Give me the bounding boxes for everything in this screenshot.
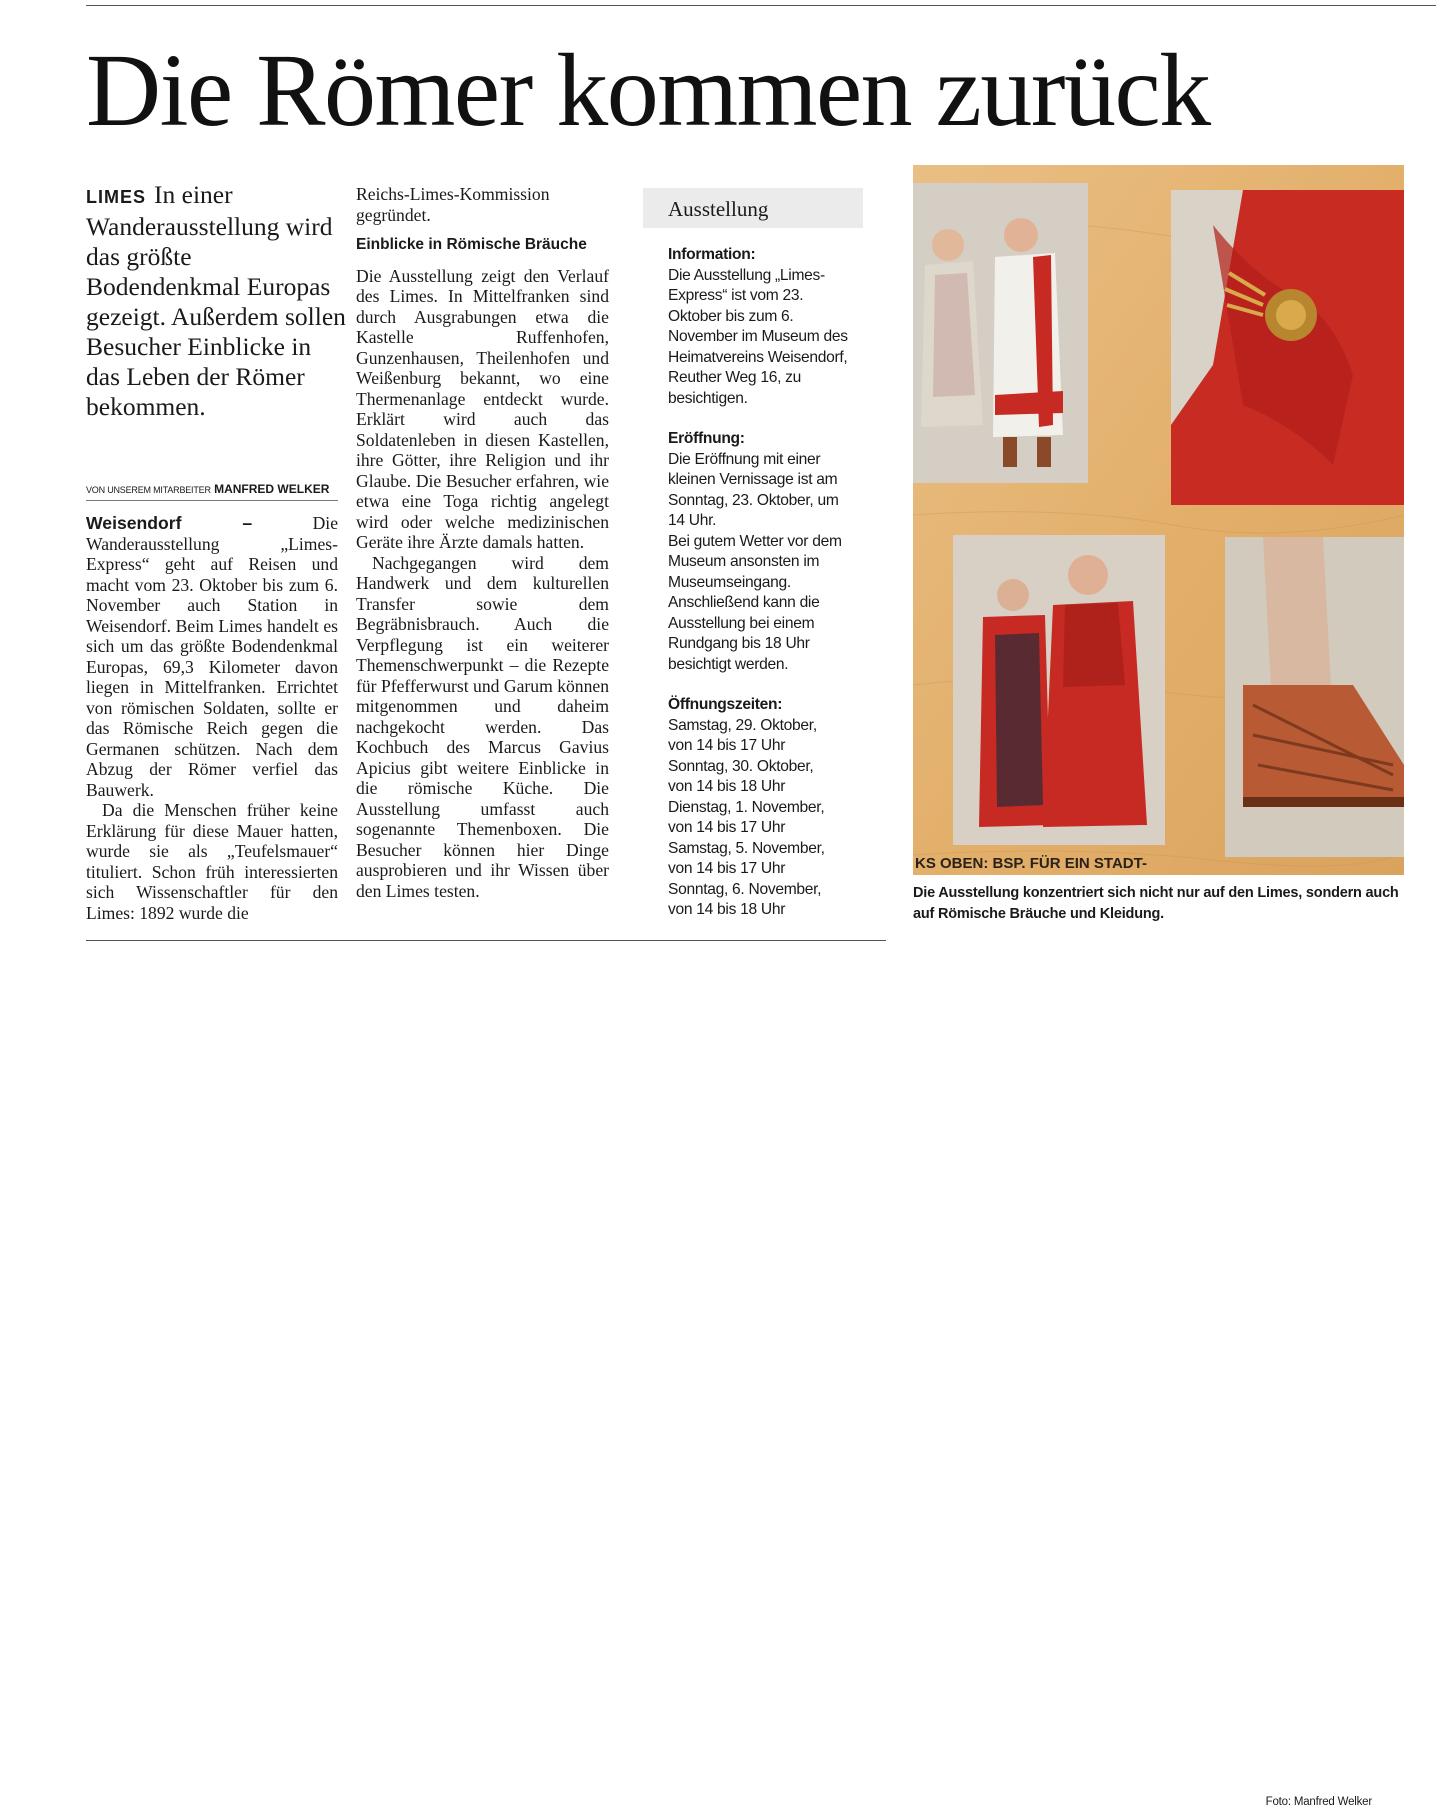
photo-credit: Foto: Manfred Welker [1265, 1796, 1372, 1808]
print-cloak-brooch [1171, 190, 1404, 505]
info-label: Information: [668, 246, 756, 263]
caption-text: Die Ausstellung konzentriert sich nicht nur auf den Limes, sondern auch auf Römische Bräuche und Kleidung. [913, 885, 1399, 922]
kicker: LIMES [86, 187, 147, 207]
opening-text-2: Bei gutem Wetter vor dem Museum ansonsten im Museumseingang. [668, 532, 842, 591]
print-couple-red [953, 535, 1165, 845]
opening-label: Eröffnung: [668, 430, 745, 447]
headline: Die Römer kommen zurück [86, 33, 1210, 148]
paragraph-2-continued: Reichs-Limes-Kommission gegründet. [356, 184, 550, 225]
wall-text: KS OBEN: BSP. FÜR EIN STADT- [915, 855, 1147, 872]
article-column-2 [356, 184, 609, 901]
byline-prefix: VON UNSEREM MITARBEITER [86, 485, 211, 495]
byline [86, 482, 338, 496]
photo-illustration [913, 165, 1404, 875]
byline-rule [86, 500, 338, 501]
hours-item [668, 757, 858, 798]
hours-day: Samstag, 29. Oktober, [668, 716, 817, 734]
hours-item [668, 798, 858, 839]
dateline: Weisendorf – [86, 513, 253, 533]
top-rule [86, 5, 1436, 6]
hours-item [668, 880, 858, 921]
infobox-title: Ausstellung [668, 197, 769, 221]
hours-day: Samstag, 5. November, [668, 839, 825, 857]
paragraph-3: Die Ausstellung zeigt den Verlauf des Limes. In Mittelfranken sind durch Ausgrabungen etwa die Kastelle Ruffenhofen, Gunzenhausen, Theilenhofen und Weißenburg bekannt, wo eine Thermenanlage entdeckt wurde. Erklärt wird auch das Soldatenleben in diesen Kastellen, ihre Götter, ihre Religion und ihr Glaube. Die Besucher erfahren, wie etwa eine Toga richtig angelegt wird oder welche medizinischen Geräte ihre Ärzte damals hatten. [356, 265, 609, 552]
opening-text-3: Anschließend kann die Ausstellung bei einem Rundgang bis 18 Uhr besichtigt werden. [668, 594, 820, 673]
hours-day: Sonntag, 6. November, [668, 880, 822, 898]
opening-text-1: Die Eröffnung mit einer kleinen Vernissage ist am Sonntag, 23. Oktober, um 14 Uhr. [668, 450, 839, 529]
bottom-rule [86, 940, 886, 941]
hours-time: von 14 bis 18 Uhr [668, 778, 786, 795]
byline-author: MANFRED WELKER [214, 482, 330, 496]
lead-paragraph [86, 180, 346, 422]
hours-day: Dienstag, 1. November, [668, 798, 825, 816]
subheading: Einblicke in Römische Bräuche [356, 236, 587, 253]
hours-item [668, 716, 858, 757]
hours-time: von 14 bis 17 Uhr [668, 737, 786, 754]
article-column-1 [86, 513, 338, 923]
hours-label: Öffnungszeiten: [668, 696, 783, 713]
hours-time: von 14 bis 18 Uhr [668, 901, 786, 918]
info-text: Die Ausstellung „Limes-Express“ ist vom 23. Oktober bis zum 6. November im Museum des Heimatvereins Weisendorf, Reuther Weg 16, zu besichtigen. [668, 266, 848, 407]
paragraph-2: Da die Menschen früher keine Erklärung für diese Mauer hatten, wurde sie als „Teufelsmauer“ tituliert. Schon früh interessierten sich Wissenschaftler für den Limes: 1892 wurde die [86, 800, 338, 923]
lead-text: In einer Wanderausstellung wird das größte Bodendenkmal Europas gezeigt. Außerdem sollen Besucher Einblicke in das Leben der Römer bekommen. [86, 180, 346, 421]
hours-time: von 14 bis 17 Uhr [668, 819, 786, 836]
infobox [668, 245, 858, 921]
paragraph-4: Nachgegangen wird dem Handwerk und dem kulturellen Transfer sowie dem Begräbnisbrauch. Auch die Verpflegung ist ein weiterer Themenschwerpunkt – die Rezepte für Pfefferwurst und Garum können mitgenommen und daheim nachgekocht werden. Das Kochbuch des Marcus Gavius Apicius gibt weitere Einblicke in die römische Küche. Die Ausstellung umfasst auch sogenannte Themenboxen. Die Besucher können hier Dinge ausprobieren und ihr Wissen über den Limes testen. [356, 552, 609, 901]
exhibition-photo [913, 165, 1404, 875]
hours-day: Sonntag, 30. Oktober, [668, 757, 814, 775]
infobox-header [643, 188, 863, 228]
paragraph-1: Die Wanderausstellung „Limes-Express“ geht auf Reisen und macht vom 23. Oktober bis zum 6. November auch Station in Weisendorf. Beim Limes handelt es sich um das größte Bodendenkmal Europas, 69,3 Kilometer davon liegen in Mittelfranken. Errichtet von römischen Soldaten, sollte er das Römische Reich gegen die Germanen schützen. Nach dem Abzug der Römer verfiel das Bauwerk. [86, 513, 338, 800]
print-sandal [1225, 537, 1404, 857]
print-toga-couple [913, 183, 1088, 483]
photo-caption [913, 883, 1404, 1808]
hours-time: von 14 bis 17 Uhr [668, 860, 786, 877]
hours-item [668, 839, 858, 880]
